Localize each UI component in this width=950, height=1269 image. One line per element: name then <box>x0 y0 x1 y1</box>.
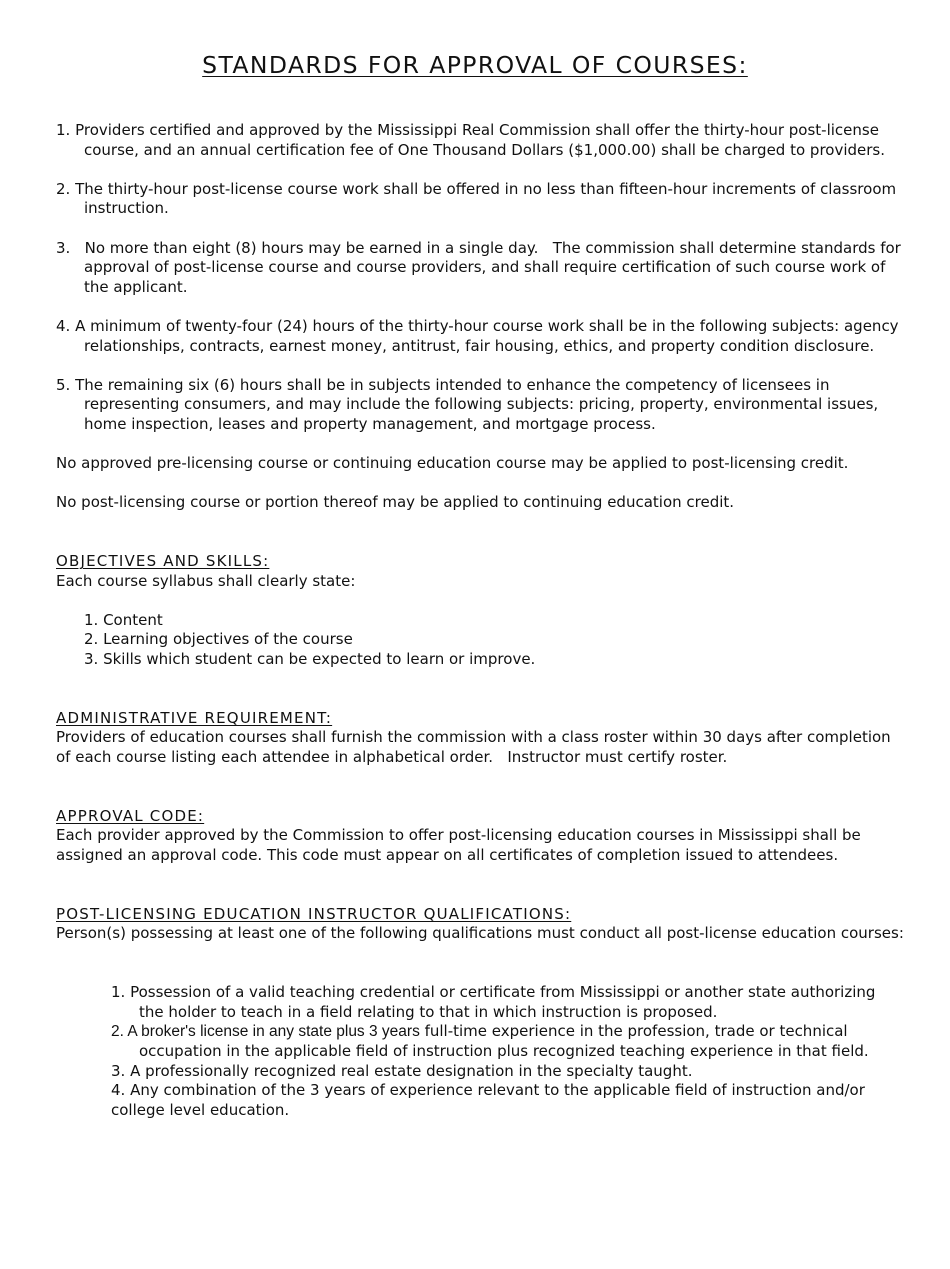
page-title <box>0 50 950 80</box>
standard-item-2: 2. The thirty-hour post-license course work shall be offered in no less than fifteen-hour increments of classroom instruction. <box>56 179 897 218</box>
administrative-text: Providers of education courses shall furnish the commission with a class roster within 30 days after completion of each course listing each attendee in alphabetical order. Instructor must certify roster. <box>56 728 896 766</box>
instructor-intro: Person(s) possessing at least one of the following qualifications must conduct all post-license education courses: <box>56 924 904 943</box>
objectives-item-1: 1. Content <box>84 610 163 629</box>
instructor-heading <box>56 905 904 925</box>
qualification-item-1: 1. Possession of a valid teaching credential or certificate from Mississippi or another state authorizing the holder to teach in a field relating to that in which instruction is proposed. <box>111 983 876 1021</box>
qualification-item-3: 3. A professionally recognized real estate designation in the specialty taught. <box>111 1061 693 1080</box>
qualification-item-4: 4. Any combination of the 3 years of experience relevant to the applicable field of instruction and/or college level education. <box>111 1081 865 1119</box>
objectives-heading-text: OBJECTIVES AND SKILLS: <box>56 552 270 571</box>
note-pre-licensing: No approved pre-licensing course or continuing education course may be applied to post-licensing credit. <box>56 454 849 473</box>
objectives-heading <box>56 552 904 572</box>
standard-item-1: 1. Providers certified and approved by the Mississippi Real Commission shall offer the thirty-hour post-license course, and an annual certification fee of One Thousand Dollars ($1,000.00) shall be charged to providers. <box>56 121 885 159</box>
page-title-text: STANDARDS FOR APPROVAL OF COURSES: <box>202 51 748 79</box>
standard-item-4: 4. A minimum of twenty-four (24) hours of the thirty-hour course work shall be in the following subjects: agency relationships, contracts, earnest money, antitrust, fair housing, ethics, and property condition disclosure. <box>56 316 899 355</box>
objectives-intro: Each course syllabus shall clearly state: <box>56 571 356 590</box>
objectives-item-2: 2. Learning objectives of the course <box>84 630 353 649</box>
instructor-heading-text: POST-LICENSING EDUCATION INSTRUCTOR QUALIFICATIONS: <box>56 904 572 923</box>
qualification-item-2-rest: full-time experience in the profession, trade or technical occupation in the applicable field of instruction plus recognized teaching experience in that field. <box>139 1022 869 1060</box>
standard-item-5: 5. The remaining six (6) hours shall be in subjects intended to enhance the competency of licensees in representing consumers, and may include the following subjects: pricing, property, environmental issues, home inspection, leases and property management, and mortgage process. <box>56 375 879 433</box>
standard-item-3: 3. No more than eight (8) hours may be earned in a single day. The commission shall determine standards for approval of post-license course and course providers, and shall require certification of such course work of the applicant. <box>56 238 906 296</box>
administrative-heading-text: ADMINISTRATIVE REQUIREMENT: <box>56 708 333 727</box>
document-body <box>56 121 904 1120</box>
approval-code-heading <box>56 807 904 827</box>
approval-code-text: Each provider approved by the Commission to offer post-licensing education courses in Mississippi shall be assigned an approval code. This code must appear on all certificates of completion issued to attendees. <box>56 826 861 864</box>
note-continuing-education: No post-licensing course or portion thereof may be applied to continuing education credit. <box>56 493 735 512</box>
administrative-heading <box>56 709 904 729</box>
qualification-item-2 <box>111 1022 904 1061</box>
approval-code-heading-text: APPROVAL CODE: <box>56 806 205 825</box>
objectives-item-3: 3. Skills which student can be expected to learn or improve. <box>84 650 536 669</box>
qualification-item-2-lead: 2. A broker's license in any state plus 3 years <box>111 1023 420 1041</box>
